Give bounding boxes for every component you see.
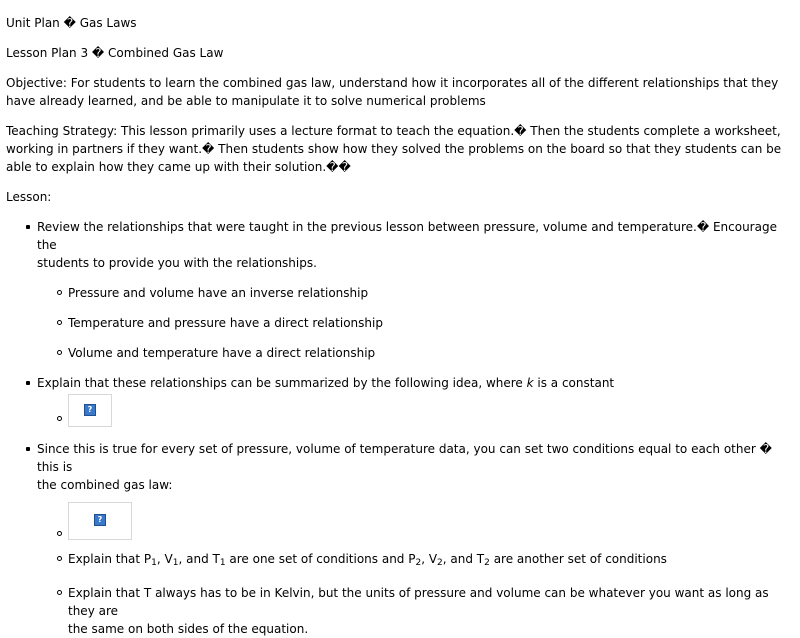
subbullet-kelvin: Explain that T always has to be in Kelvin, but the units of pressure and volume can be whatever you want as long as they are the same on both sides of the equation. [6, 584, 796, 638]
bullet-review-line-2: students to provide you with the relationships. [37, 256, 317, 270]
subbullet-conditions: Explain that $P_1$, $V_1$, and $T_1$ are one set of conditions and $P_2$, $V_2$, and $T_2$ are another set of conditions [6, 550, 796, 572]
subbullet-marker [57, 290, 62, 295]
subbullet-marker [57, 320, 62, 325]
equation-image-row-1 [6, 392, 796, 440]
bullet-review [6, 218, 796, 272]
unit-title: Unit Plan � Gas Laws [6, 16, 137, 30]
lesson-title: Lesson Plan 3 � Combined Gas Law [6, 46, 224, 60]
bullet-review-line-1: Review the relationships that were taught in the previous lesson between pressure, volume and temperature.� Encourage the [37, 220, 777, 252]
lesson-label: Lesson: [6, 190, 52, 204]
constant-k: k [526, 376, 534, 390]
subbullet-marker [57, 590, 62, 595]
bullet-marker [26, 447, 30, 451]
combined-gas-law-image-placeholder [68, 502, 132, 540]
bullet-marker [26, 381, 30, 385]
subbullet-marker [57, 416, 62, 421]
bullet-marker [26, 225, 30, 229]
subbullet-pressure-volume: Pressure and volume have an inverse relationship [6, 284, 796, 302]
equation-image-placeholder [68, 394, 112, 427]
broken-image-icon: ? [94, 514, 106, 526]
subbullet-marker [57, 350, 62, 355]
broken-image-icon: ? [84, 404, 96, 416]
subbullet-marker [57, 531, 62, 536]
equation-image-row-2 [6, 494, 796, 550]
subbullet-volume-temperature: Volume and temperature have a direct relationship [6, 344, 796, 362]
teaching-strategy-paragraph: Teaching Strategy: This lesson primarily uses a lecture format to teach the equation.� Then the students complete a worksheet, working in partners if they want.� Then students show how they solved the problems on the board so that they students can be able to explain how they came up with their solution.�� [6, 124, 782, 174]
subbullet-marker [57, 556, 62, 561]
objective-paragraph: Objective: For students to learn the combined gas law, understand how it incorporates all of the different relationships that they have already learned, and be able to manipulate it to solve numerical problems [6, 76, 779, 108]
subbullet-temperature-pressure: Temperature and pressure have a direct relationship [6, 314, 796, 332]
bullet-explain-constant: Explain that these relationships can be summarized by the following idea, where k is a constant [6, 374, 796, 392]
bullet-combined-law: Since this is true for every set of pressure, volume of temperature data, you can set two conditions equal to each other � this is the combined gas law: [6, 440, 796, 494]
lesson-document [6, 14, 796, 638]
